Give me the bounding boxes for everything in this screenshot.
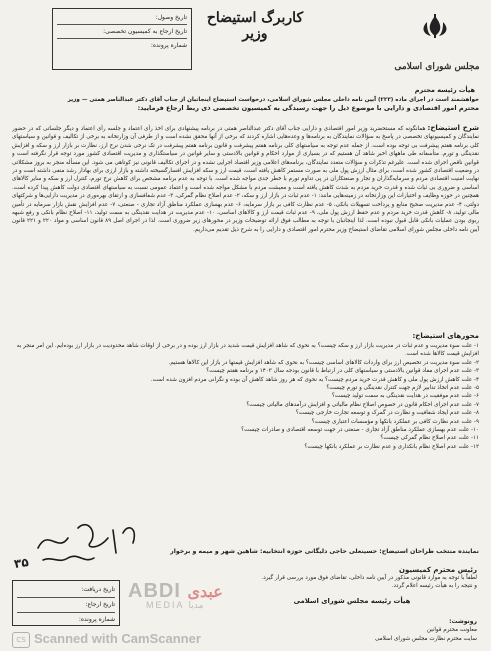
footer-file-number: شماره پرونده: xyxy=(78,616,115,623)
description-section xyxy=(12,124,479,328)
presidium-address: هیأت رئیسه محترم xyxy=(414,86,475,94)
intro-line-1: خواهشمند است در اجرای ماده (۲۲۳) آیین نامه داخلی مجلس شورای اسلامی، درخواست استیضاح اینجانبان از جناب آقای دکتر عبدالناصر همتی — وزیر xyxy=(67,97,479,103)
logo-text: مجلس شورای اسلامی xyxy=(394,62,480,72)
footer-date-referral: تاریخ ارجاع: xyxy=(17,598,115,613)
axes-list xyxy=(12,342,479,510)
copy-note-heading: رونوشت: xyxy=(449,618,477,625)
commission-heading: رئیس محترم کمیسیون xyxy=(399,566,477,574)
list-item: ۳- علت عدم اجرای مفاد قوانین بالادستی و سیاستهای کلی در ارتباط با قانون بودجه سال ۱۴۰۳ و برنامه هفتم چیست؟ xyxy=(206,368,479,375)
list-item: ۶- علت عدم موفقیت در هدایت نقدینگی به سمت تولید چیست؟ xyxy=(331,393,479,400)
axes-section xyxy=(12,332,479,340)
list-item: ۲- علت سوء مدیریت در تخصیص ارز برای واردات کالاهای اساسی چیست؟ به نحوی که شاهد افزایش قیمتها در بازار این کالاها هستیم. xyxy=(168,359,479,366)
handwritten-number: ۳۵ xyxy=(13,555,30,571)
watermark-media: MEDIA xyxy=(146,600,185,610)
commission-text: لطفاً با توجه به موارد قانونی مذکور در آیین نامه داخلی، تقاضای فوق مورد بررسی قرار گیرد. xyxy=(261,575,477,581)
date-referral-label: تاریخ ارجاع به کمیسیون تخصصی: xyxy=(57,25,187,39)
handwritten-signature-icon xyxy=(28,508,158,568)
watermark-brand-fa: عبدی xyxy=(187,584,223,601)
list-item: ۴- علت کاهش ارزش پول ملی و کاهش قدرت خرید مردم چیست؟ به نحوی که هر روز شاهد کاهش آن بوده و نگرانی مردم افزون شده است. xyxy=(150,376,479,383)
file-number-label: شماره پرونده: xyxy=(150,42,187,49)
intro-line-2: محترم امور اقتصادی و دارایی با موضوع ذیل را جهت رسیدگی به کمیسیون تخصصی ذی ربط ارجاع فرمایید: xyxy=(137,104,479,113)
commission-signature: هیأت رئیسه مجلس شورای اسلامی xyxy=(293,596,411,605)
commission-text-2: و نتیجه را به هیأت رئیسه اعلام گردد. xyxy=(391,583,477,590)
list-item: ۱- علت سوء مدیریت و عدم ثبات در مدیریت بازار ارز و سکه چیست؟ به نحوی که شاهد افزایش قیمت شدید در بازار ارز بوده و در برخی از اوقات شاهد محدودیت در بازار ارز بوده‌ایم. این امر منجر به افزایش قیمت کالاها شده است. xyxy=(16,343,479,358)
list-item: ۸- علت عدم ایجاد شفافیت و نظارت در گمرک و توسعه تجارت خارجی چیست؟ xyxy=(295,410,479,417)
axes-heading: محورهای استیضاح: xyxy=(412,332,479,340)
description-text: همانگونه که مستحضرید وزیر امور اقتصادی و دارایی جناب آقای دکتر عبدالناصر همتی در برنامه پیشنهادی برای اخذ رأی اعتماد و جلسه رأی اعتماد و دیگر جلساتی که در حضور نمایندگان و کمیسیونهای تخصصی در پاسخ به سؤالات نمایندگان به برنامه‌ها و وعده‌هایی اشاره کردند که برخی از آنها محقق نشده است و از طرفی آن وزارتخانه به برخی از تکالیف و قوانین و سیاستهای کلی برنامه هفتم پیشرفت بی توجه بوده است. از جمله عدم توجه به سیاستهای کلی برنامه هفتم پیشرفت و قانون برنامه هفتم پیشرفت در تک نرخی شدن نرخ ارز، نظارت بر بازار ارز و سکه و افزایش نقدینگی و تورم. متأسفانه طی ماههای اخیر شاهد آن هستیم که در بسیاری از موارد احکام و قوانین بالادستی و سایر قوانین در سیاستگذاری و مدیریت اقتصادی کشور مورد توجه قرار نگرفته است و قوانین ناقص اجرای شده است. علیرغم تذکرات و سؤالات متعدد نمایندگان، برنامه‌های اعلامی وزیر اقتصاد اجرایی نشده و در اجرای تکالیف قانونی نیز کوتاهی می شود. این مسأله منجر به بروز مشکلاتی در وضعیت اقتصادی کشور شده است، برای مثال ارزش پول ملی به صورت مستمر کاهش یافته است، قیمت ارز و سکه افزایش افسارگسیخته داشته و بازار ارزی برای بهادار رشد منفی داشته است و در نهایت امنیت اقتصادی مردم و سرمایه‌گذاران و تجار و صنعتکاران در پی تداوم تورم با خطر جدی مواجه شده است. با توجه به عدم برنامه مشخص برای کاهش نرخ تورم، کنترل ارز و سکه و سایر کالاهای اساسی و ضروری بی ثبات شده و قدرت خرید مردم به شدت کاهش یافته است و معیشت مردم با مشکل مواجه شده است و اعتماد عمومی نسبت به سیاستهای اقتصادی دولت کاهش پیدا کرده است. همچنین در حوزه وظایف و اختیارات این وزارتخانه در زمینه‌هایی مانند: ۱- عدم ثبات در بازار ارز و سکه، ۲- عدم اصلاح نظام گمرکی، ۳- عدم شفافسازی و ارتقای بهره‌وری در مدیریت دارایی‌ها و شرکتهای دولتی، ۴- عدم مدیریت صحیح منابع و پرداخت تسهیلات بانکی، ۵- عدم نظارت کافی بر بازار سرمایه، ۶- عدم بهسازی عملکرد مناطق آزاد تجاری - صنعتی، ۷- عدم افزایش نقش بازار سرمایه در تأمین مالی تولید، ۸- کاهش قدرت خرید مردم و عدم حفظ ارزش پول ملی، ۹- عدم ثبات قیمت ارز و کالاهای اساسی، ۱۰- عدم مدیریت در هدایت نقدینگی به سمت تولید، ۱۱- اصلاح نظام بانکی و رفع شبهه ربوی بودن عملیات بانکی قابل قبول نبوده است. لذا اینجانبان با توجه به مطالب فوق ارائه توضیحات وزیر در محورهای زیر ضروری است. لذا در اجرای اصل ۸۹ قانون اساسی و مواد ۲۲۰ و ۲۲۱ قانون آیین نامه داخلی مجلس شورای اسلامی تقاضای استیضاح وزیر محترم امور اقتصادی و دارایی را به شرح ذیل تقدیم می‌داریم. xyxy=(12,126,479,233)
description-heading: شرح استیضاح: xyxy=(427,124,479,132)
camscanner-logo-icon: CS xyxy=(12,632,30,648)
list-item: ۱۱- علت عدم اصلاح نظام گمرکی چیست؟ xyxy=(380,435,479,442)
abdi-media-watermark xyxy=(118,580,288,615)
footer-receipt-box xyxy=(12,580,120,626)
list-item: ۵- علت عدم اتخاذ تدابیر لازم جهت کنترل نقدینگی و تورم چیست؟ xyxy=(326,385,479,392)
copy-note xyxy=(337,618,477,643)
copy-note-item: سایت محترم نظارت مجلس شورای اسلامی xyxy=(374,635,477,642)
page-title: کاربرگ استیضاح وزیر xyxy=(206,10,304,42)
representative-line: نماینده منتخب طراحان استیضاح: حسینعلی حاجی دلیگانی حوزه انتخابیه: شاهین شهر و میمه و برخوار xyxy=(170,548,479,555)
date-received-label: تاریخ وصول: xyxy=(57,11,187,25)
footer-date-receipt: تاریخ دریافت: xyxy=(17,583,115,598)
list-item: ۷- علت عدم اجرای احکام قانون در خصوص اصلاح نظام مالیاتی و افزایش درآمدهای مالیاتی چیست؟ xyxy=(246,401,479,408)
copy-note-item: معاونت محترم قوانین xyxy=(426,627,477,634)
watermark-media-fa: مدیا xyxy=(188,600,204,610)
list-item: ۱۲- علت عدم اصلاح نظام بانکداری و عدم نظارت بر عملکرد بانکها چیست؟ xyxy=(304,443,479,450)
watermark-brand: ABDI xyxy=(128,580,181,602)
receipt-box xyxy=(52,8,192,70)
list-item: ۹- علت عدم نظارت کافی بر عملکرد بانکها و مؤسسات اعتباری چیست؟ xyxy=(311,418,479,425)
list-item: ۱۰- علت عدم بهسازی عملکرد مناطق آزاد تجاری - صنعتی در جهت توسعه اقتصادی و صادرات چیست؟ xyxy=(241,427,479,434)
intro-block xyxy=(12,96,479,113)
parliament-emblem-icon xyxy=(405,10,465,70)
scanner-watermark: Scanned with CamScanner xyxy=(34,631,201,646)
